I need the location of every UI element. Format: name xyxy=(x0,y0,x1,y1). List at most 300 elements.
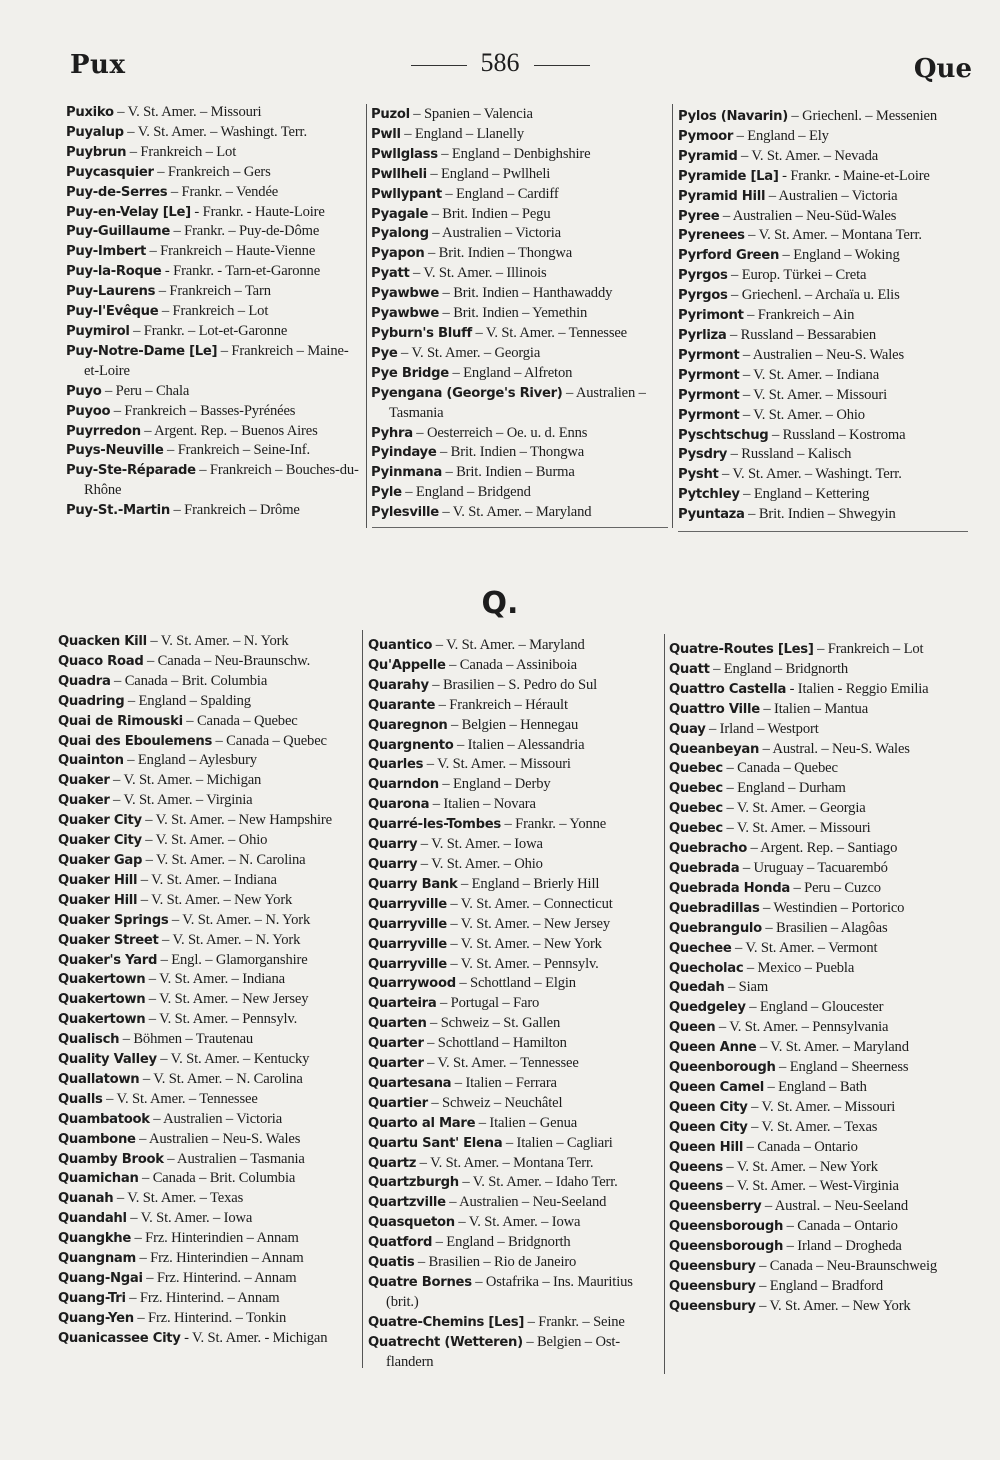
entry-location: – V. St. Amer. – Georgia xyxy=(397,344,541,361)
entry-location: – England – Ely xyxy=(733,127,829,144)
entry-headword: Quarry xyxy=(368,837,418,853)
entry-headword: Pysdry xyxy=(678,447,728,463)
gazetteer-entry xyxy=(66,203,362,223)
gazetteer-entry xyxy=(58,1169,356,1189)
entry-location: – V. St. Amer. – West-Virginia xyxy=(722,1178,899,1195)
entry-headword: Quarrywood xyxy=(368,976,456,992)
entry-location: – Schottland – Hamilton xyxy=(423,1035,567,1052)
gazetteer-entry xyxy=(669,919,969,939)
gazetteer-entry xyxy=(678,346,974,366)
gazetteer-entry xyxy=(368,1313,664,1333)
entry-location: – Brit. Indien – Burma xyxy=(441,464,575,481)
entry-headword: Quaker City xyxy=(58,833,142,849)
entry-location: – V. St. Amer. – Missouri xyxy=(739,386,888,403)
gazetteer-entry xyxy=(669,879,969,899)
top-section-end-rule xyxy=(372,527,668,528)
entry-headword: Puycasquier xyxy=(66,164,154,180)
gazetteer-entry xyxy=(669,1038,969,1058)
gazetteer-entry xyxy=(669,998,969,1018)
entry-location: – Canada – Brit. Columbia xyxy=(110,672,268,689)
gazetteer-entry xyxy=(58,871,356,891)
gazetteer-entry xyxy=(669,1158,969,1178)
entry-headword: Quai des Eboulemens xyxy=(58,733,213,749)
entry-headword: Quamby Brook xyxy=(58,1151,164,1167)
gazetteer-entry xyxy=(669,799,969,819)
entry-location: - Frankr. - Maine-et-Loire xyxy=(778,167,930,184)
entry-headword: Quarante xyxy=(368,697,436,713)
gazetteer-entry xyxy=(368,1094,664,1114)
gazetteer-entry xyxy=(58,1130,356,1150)
entry-location: – Australien – Victoria xyxy=(428,225,561,242)
entry-location: – Italien – Alessandria xyxy=(453,736,585,753)
entry-location: – V. St. Amer. – Texas xyxy=(113,1190,244,1207)
gazetteer-entry xyxy=(58,970,356,990)
entry-location: – Europ. Türkei – Creta xyxy=(727,267,867,284)
entry-location: – England – Bridgnorth xyxy=(432,1234,571,1251)
entry-headword: Qualisch xyxy=(58,1032,120,1048)
top-column-rule-2 xyxy=(672,104,673,528)
entry-location: – Canada – Neu-Braunschweig xyxy=(755,1258,938,1275)
entry-headword: Quartzburgh xyxy=(368,1175,459,1191)
entry-location: – V. St. Amer. – Virginia xyxy=(109,792,253,809)
entry-location: – V. St. Amer. – Montana Terr. xyxy=(744,227,922,244)
gazetteer-entry xyxy=(669,640,969,660)
entry-location: – V. St. Amer. – Washingt. Terr. xyxy=(718,466,902,483)
entry-headword: Quaker xyxy=(58,773,110,789)
entry-location: – Brit. Indien – Thongwa xyxy=(424,245,573,262)
entry-headword: Quamichan xyxy=(58,1171,139,1187)
entry-location: – Argent. Rep. – Santiago xyxy=(746,840,898,857)
entry-headword: Pyrmont xyxy=(678,407,740,423)
entry-location: – V. St. Amer. – Iowa xyxy=(126,1210,253,1227)
entry-location: – England – Bath xyxy=(763,1078,867,1095)
entry-headword: Pwllheli xyxy=(371,166,427,182)
top-column-1 xyxy=(66,103,362,521)
entry-location: – Frankreich – Bouches-du-Rhône xyxy=(84,462,359,499)
entry-headword: Queens xyxy=(669,1159,723,1175)
entry-location: – Böhmen – Trautenau xyxy=(119,1031,254,1048)
entry-headword: Pyawbwe xyxy=(371,306,440,322)
gazetteer-entry xyxy=(58,1110,356,1130)
entry-headword: Quartier xyxy=(368,1095,428,1111)
entry-location: – V. St. Amer. – Michigan xyxy=(109,772,262,789)
gazetteer-entry xyxy=(368,1054,664,1074)
entry-location: – Griechenl. – Messenien xyxy=(787,108,937,124)
entry-location: – Frz. Hinterind. – Tonkin xyxy=(133,1309,287,1326)
gazetteer-entry xyxy=(669,1177,969,1197)
gazetteer-entry xyxy=(66,441,362,461)
entry-headword: Queen Anne xyxy=(669,1040,757,1056)
gazetteer-entry xyxy=(368,855,664,875)
entry-location: – Brasilien – Alagôas xyxy=(761,919,888,936)
entry-location: – Ostafrika – Ins. Mauritius (brit.) xyxy=(386,1274,633,1310)
gazetteer-entry xyxy=(368,1253,664,1273)
entry-headword: Quartesana xyxy=(368,1075,452,1091)
entry-headword: Pyapon xyxy=(371,246,425,262)
entry-headword: Queen Camel xyxy=(669,1079,764,1095)
entry-headword: Queensborough xyxy=(669,1219,784,1235)
entry-location: – V. St. Amer. – New York xyxy=(137,891,293,908)
entry-headword: Puy-Guillaume xyxy=(66,224,170,240)
gazetteer-entry xyxy=(368,696,664,716)
entry-location: – Schottland – Elgin xyxy=(455,975,576,992)
entry-location: – V. St. Amer. – Tennessee xyxy=(102,1090,258,1107)
gazetteer-entry xyxy=(58,1050,356,1070)
entry-location: – England – Durham xyxy=(722,780,846,797)
entry-headword: Quadring xyxy=(58,693,125,709)
entry-location: – Belgien – Hennegau xyxy=(447,716,579,733)
entry-headword: Pyrmont xyxy=(678,387,740,403)
header-dash-right xyxy=(534,65,590,66)
entry-location: – Mexico – Puebla xyxy=(743,959,855,976)
gazetteer-entry xyxy=(66,242,362,262)
entry-location: – V. St. Amer. – Illinois xyxy=(409,265,547,282)
entry-headword: Quadra xyxy=(58,673,111,689)
entry-headword: Pytchley xyxy=(678,487,740,503)
entry-location: – Brasilien – Rio de Janeiro xyxy=(414,1254,577,1271)
entry-headword: Quaker Springs xyxy=(58,912,169,928)
entry-location: – V. St. Amer. – New York xyxy=(446,935,602,952)
entry-location: – Italien – Cagliari xyxy=(502,1134,613,1151)
gazetteer-entry xyxy=(66,222,362,242)
entry-headword: Queenborough xyxy=(669,1060,776,1076)
gazetteer-entry xyxy=(669,1118,969,1138)
entry-headword: Pye Bridge xyxy=(371,365,449,381)
gazetteer-entry xyxy=(678,465,974,485)
entry-headword: Puxiko xyxy=(66,105,114,120)
gazetteer-entry xyxy=(58,1269,356,1289)
gazetteer-entry xyxy=(678,246,974,266)
gazetteer-entry xyxy=(371,503,667,523)
entry-location: – V. St. Amer. – Tennessee xyxy=(471,324,628,341)
gazetteer-entry xyxy=(58,911,356,931)
entry-location: – Frankr. – Seine xyxy=(524,1313,625,1330)
entry-headword: Queensborough xyxy=(669,1239,784,1255)
gazetteer-entry xyxy=(678,326,974,346)
entry-location: – Spanien – Valencia xyxy=(409,106,533,122)
entry-headword: Quarles xyxy=(368,757,424,773)
entry-headword: Queens xyxy=(669,1179,723,1195)
entry-location: – England – Bridgend xyxy=(401,484,531,501)
gazetteer-entry xyxy=(368,1154,664,1174)
entry-location: – England – Spalding xyxy=(124,692,251,709)
bottom-column-2 xyxy=(368,636,664,1373)
gazetteer-entry xyxy=(669,720,969,740)
entry-headword: Queen Hill xyxy=(669,1139,744,1155)
entry-location: – Frz. Hinterindien – Annam xyxy=(131,1230,299,1247)
entry-headword: Quarndon xyxy=(368,777,439,793)
entry-headword: Quangnam xyxy=(58,1251,136,1267)
entry-headword: Quartzville xyxy=(368,1195,446,1211)
gazetteer-entry xyxy=(669,759,969,779)
entry-headword: Puyalup xyxy=(66,124,124,140)
gazetteer-entry xyxy=(368,1034,664,1054)
entry-headword: Quasqueton xyxy=(368,1215,455,1231)
entry-location: – Canada – Quebec xyxy=(212,732,327,749)
entry-location: – Portugal – Faro xyxy=(436,995,540,1012)
entry-location: – Frankreich – Hérault xyxy=(435,696,568,713)
entry-location: – England – Derby xyxy=(438,776,551,793)
entry-location: – Italien – Ferrara xyxy=(451,1074,557,1091)
gazetteer-entry xyxy=(669,1237,969,1257)
gazetteer-entry xyxy=(678,167,974,187)
entry-location: – Frankreich – Maine-et-Loire xyxy=(84,342,349,379)
entry-location: – Oesterreich – Oe. u. d. Enns xyxy=(412,424,588,441)
entry-location: – Australien – Neu-Süd-Wales xyxy=(719,207,897,224)
entry-location: – Russland – Kalisch xyxy=(727,446,852,463)
entry-location: – V. St. Amer. – New York xyxy=(722,1158,878,1175)
gazetteer-entry xyxy=(58,652,356,672)
entry-headword: Pyuntaza xyxy=(678,507,745,523)
entry-location: – Canada – Brit. Columbia xyxy=(138,1170,296,1187)
gazetteer-entry xyxy=(66,183,362,203)
entry-headword: Puybrun xyxy=(66,144,127,160)
gazetteer-entry xyxy=(66,501,362,521)
gazetteer-entry xyxy=(669,1138,969,1158)
top-column-3 xyxy=(678,107,974,525)
entry-location: – V. St. Amer. – N. Carolina xyxy=(142,851,306,868)
gazetteer-entry xyxy=(66,282,362,302)
gazetteer-entry xyxy=(669,1018,969,1038)
entry-location: – V. St. Amer. – Washingt. Terr. xyxy=(123,123,307,140)
gazetteer-entry xyxy=(669,1257,969,1277)
entry-headword: Pylesville xyxy=(371,505,439,521)
page-number-block xyxy=(0,48,1000,78)
entry-location: – Frankreich – Seine-Inf. xyxy=(163,442,310,459)
entry-headword: Quedah xyxy=(669,980,725,996)
entry-headword: Puy-la-Roque xyxy=(66,264,162,280)
entry-headword: Quarteira xyxy=(368,996,437,1012)
entry-headword: Quebrada Honda xyxy=(669,880,790,896)
gazetteer-entry xyxy=(669,700,969,720)
entry-location: – Frankr. – Puy-de-Dôme xyxy=(169,223,320,240)
entry-location: – V. St. Amer. – Maryland xyxy=(432,637,585,653)
gazetteer-entry xyxy=(678,426,974,446)
gazetteer-entry xyxy=(368,915,664,935)
bottom-column-1 xyxy=(58,632,356,1349)
gazetteer-entry xyxy=(678,226,974,246)
gazetteer-entry xyxy=(58,1090,356,1110)
entry-headword: Pyrmont xyxy=(678,347,740,363)
entry-location: – V. St. Amer. – Missouri xyxy=(747,1098,896,1115)
entry-headword: Quarona xyxy=(368,797,430,813)
entry-headword: Quakertown xyxy=(58,1012,146,1028)
entry-location: – Frz. Hinterind. – Annam xyxy=(142,1270,297,1286)
entry-headword: Quartu Sant' Elena xyxy=(368,1135,503,1151)
gazetteer-entry xyxy=(368,1273,664,1313)
entry-headword: Quakertown xyxy=(58,992,146,1008)
gazetteer-entry xyxy=(371,443,667,463)
gazetteer-entry xyxy=(58,692,356,712)
gazetteer-entry xyxy=(58,1070,356,1090)
gazetteer-entry xyxy=(66,163,362,183)
entry-headword: Qu'Appelle xyxy=(368,657,446,673)
gazetteer-entry xyxy=(368,1173,664,1193)
entry-headword: Quebec xyxy=(669,781,723,797)
gazetteer-entry xyxy=(58,672,356,692)
gazetteer-entry xyxy=(678,406,974,426)
entry-headword: Quallatown xyxy=(58,1071,140,1087)
gazetteer-entry xyxy=(669,779,969,799)
gazetteer-entry xyxy=(371,224,667,244)
entry-headword: Quatre-Routes [Les] xyxy=(669,642,814,657)
gazetteer-entry xyxy=(371,424,667,444)
entry-headword: Quarahy xyxy=(368,677,429,693)
gazetteer-entry xyxy=(669,1197,969,1217)
entry-location: – Frankreich – Basses-Pyrénées xyxy=(110,402,296,419)
entry-headword: Pyle xyxy=(371,485,402,501)
entry-location: – V. St. Amer. – N. York xyxy=(168,911,311,928)
top-column-rule-1 xyxy=(366,104,367,528)
entry-location: – V. St. Amer. – Iowa xyxy=(454,1214,581,1231)
gazetteer-entry xyxy=(669,740,969,760)
entry-headword: Quarter xyxy=(368,1036,424,1052)
entry-location: – England – Woking xyxy=(779,247,900,264)
entry-headword: Pyrimont xyxy=(678,308,744,324)
entry-location: – Peru – Chala xyxy=(101,382,190,399)
entry-location: – V. St. Amer. – Ohio xyxy=(739,406,865,423)
entry-headword: Puy-Ste-Réparade xyxy=(66,463,196,479)
entry-location: - Frankr. - Haute-Loire xyxy=(190,203,325,220)
entry-location: – Canada – Neu-Braunschw. xyxy=(143,652,311,669)
entry-headword: Puymirol xyxy=(66,323,130,339)
entry-location: – V. St. Amer. – N. York xyxy=(158,931,301,948)
gazetteer-entry xyxy=(66,143,362,163)
entry-headword: Quang-Tri xyxy=(58,1290,126,1306)
entry-location: – V. St. Amer. – Indiana xyxy=(137,871,277,888)
gazetteer-entry xyxy=(368,676,664,696)
entry-headword: Quechee xyxy=(669,940,732,956)
entry-location: – Frz. Hinterind. – Annam xyxy=(125,1289,280,1306)
entry-headword: Pyramid xyxy=(678,148,738,164)
entry-location: – Westindien – Portorico xyxy=(759,899,905,916)
entry-headword: Quarré-les-Tombes xyxy=(368,817,501,833)
gazetteer-entry xyxy=(371,304,667,324)
entry-location: – England – Aylesbury xyxy=(123,752,257,769)
entry-headword: Quaker Gap xyxy=(58,852,143,868)
entry-location: – England – Llanelly xyxy=(400,125,525,142)
entry-headword: Pyengana (George's River) xyxy=(371,385,563,401)
gazetteer-entry xyxy=(58,1189,356,1209)
entry-location: – Australien – Victoria xyxy=(765,187,898,204)
entry-headword: Quatre-Chemins [Les] xyxy=(368,1314,525,1330)
entry-headword: Quedgeley xyxy=(669,1000,746,1016)
entry-location: – Frankreich – Drôme xyxy=(169,502,300,519)
entry-headword: Pyschtschug xyxy=(678,427,769,443)
gazetteer-entry xyxy=(678,147,974,167)
gazetteer-entry xyxy=(371,205,667,225)
entry-headword: Quaker Street xyxy=(58,932,159,948)
entry-location: – Schweiz – St. Gallen xyxy=(426,1015,561,1032)
entry-headword: Pyrenees xyxy=(678,228,745,244)
entry-headword: Puyrredon xyxy=(66,423,141,439)
gazetteer-entry xyxy=(371,284,667,304)
gazetteer-entry xyxy=(368,875,664,895)
entry-headword: Quakertown xyxy=(58,972,146,988)
gazetteer-entry xyxy=(58,712,356,732)
gazetteer-entry xyxy=(58,831,356,851)
entry-headword: Quainton xyxy=(58,753,124,769)
gazetteer-entry xyxy=(371,384,667,424)
entry-location: – Irland – Drogheda xyxy=(783,1238,902,1255)
entry-headword: Pysht xyxy=(678,467,719,483)
entry-headword: Quebec xyxy=(669,761,723,777)
gazetteer-entry xyxy=(58,1209,356,1229)
entry-headword: Pyindaye xyxy=(371,445,437,461)
entry-location: – V. St. Amer. – N. York xyxy=(146,633,289,649)
entry-headword: Queensbury xyxy=(669,1279,756,1294)
gazetteer-entry xyxy=(66,342,362,382)
entry-headword: Pyrford Green xyxy=(678,248,780,264)
entry-headword: Pyagale xyxy=(371,206,429,222)
entry-location: – Frankreich – Ain xyxy=(743,307,855,324)
gazetteer-entry xyxy=(58,1229,356,1249)
entry-headword: Quarry Bank xyxy=(368,876,458,892)
gazetteer-entry xyxy=(669,1058,969,1078)
entry-headword: Pyramid Hill xyxy=(678,188,766,204)
entry-headword: Quaker City xyxy=(58,813,142,829)
entry-location: – Russland – Kostroma xyxy=(768,426,906,443)
running-head-left: Pux xyxy=(70,50,126,80)
gazetteer-entry xyxy=(678,187,974,207)
entry-location: – Frankreich – Lot xyxy=(813,641,924,657)
entry-location: – V. St. Amer. – Missouri xyxy=(722,820,871,837)
entry-location: – V. St. Amer. – New Jersey xyxy=(145,991,309,1008)
entry-headword: Quattro Ville xyxy=(669,701,760,717)
top-column-2 xyxy=(371,105,667,523)
entry-location: – Australien – Tasmania xyxy=(389,384,646,421)
gazetteer-entry xyxy=(669,839,969,859)
gazetteer-entry xyxy=(669,680,969,700)
gazetteer-entry xyxy=(669,1297,969,1317)
gazetteer-entry xyxy=(58,851,356,871)
entry-location: – V. St. Amer. – Maryland xyxy=(756,1039,909,1056)
gazetteer-entry xyxy=(669,859,969,879)
entry-headword: Quecholac xyxy=(669,960,744,976)
entry-location: – Frankreich – Lot xyxy=(158,303,269,320)
gazetteer-entry xyxy=(678,386,974,406)
gazetteer-entry xyxy=(371,483,667,503)
entry-location: – Brit. Indien – Pegu xyxy=(428,205,551,222)
entry-headword: Quambatook xyxy=(58,1111,150,1127)
gazetteer-entry xyxy=(371,145,667,165)
entry-location: – Frankr. – Vendée xyxy=(167,183,279,200)
entry-headword: Quatt xyxy=(669,661,710,677)
gazetteer-entry xyxy=(678,366,974,386)
entry-headword: Quanicassee City xyxy=(58,1330,181,1346)
entry-location: – Canada – Assiniboia xyxy=(445,656,577,673)
entry-location: – Engl. – Glamorganshire xyxy=(157,951,308,968)
entry-headword: Queen City xyxy=(669,1119,748,1135)
entry-location: – V. St. Amer. – Montana Terr. xyxy=(416,1154,594,1171)
entry-headword: Pyhra xyxy=(371,425,413,441)
gazetteer-entry xyxy=(368,1233,664,1253)
entry-headword: Quatis xyxy=(368,1255,415,1271)
entry-headword: Pwll xyxy=(371,126,401,142)
entry-headword: Puyo xyxy=(66,383,102,399)
entry-headword: Puy-Imbert xyxy=(66,244,146,260)
gazetteer-entry xyxy=(66,262,362,282)
entry-location: – V. St. Amer. – Vermont xyxy=(731,939,878,956)
entry-location: – V. St. Amer. – Maryland xyxy=(438,504,592,521)
entry-headword: Puzol xyxy=(371,107,410,122)
entry-headword: Quattro Castella xyxy=(669,681,787,697)
entry-location: – V. St. Amer. – Iowa xyxy=(417,836,543,853)
entry-location: – Frankreich – Tarn xyxy=(155,283,271,300)
entry-location: – Australien – Neu-Seeland xyxy=(445,1194,607,1211)
gazetteer-entry xyxy=(678,207,974,227)
gazetteer-entry xyxy=(368,1193,664,1213)
